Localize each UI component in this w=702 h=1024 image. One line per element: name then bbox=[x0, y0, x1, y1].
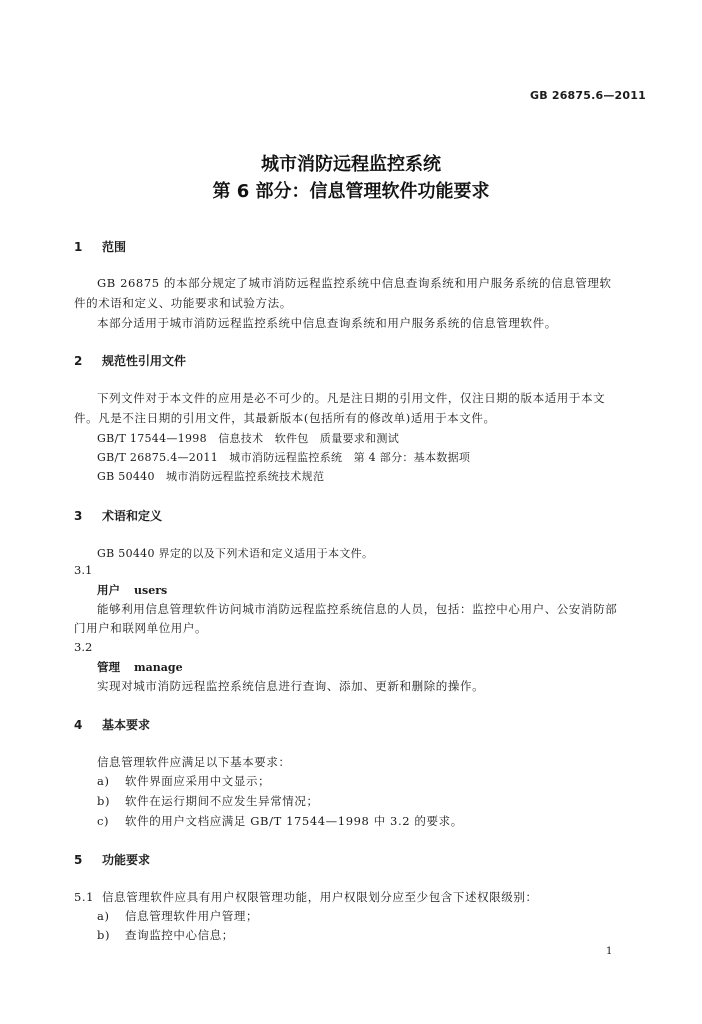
list-item bbox=[97, 813, 463, 829]
list-item bbox=[97, 773, 270, 789]
normative-reference: GB 50440 城市消防远程监控系统技术规范 bbox=[97, 470, 325, 483]
clause-5-1 bbox=[74, 889, 538, 905]
section-1-paragraph-2: 本部分适用于城市消防远程监控系统中信息查询系统和用户服务系统的信息管理软件。 bbox=[97, 316, 557, 330]
section-2-paragraph-line-2: 件。凡是不注日期的引用文件，其最新版本(包括所有的修改单)适用于本文件。 bbox=[74, 411, 496, 425]
list-marker: b) bbox=[97, 794, 111, 808]
list-text: 软件的用户文档应满足 GB/T 17544—1998 中 3.2 的要求。 bbox=[125, 814, 463, 828]
term-definition: 实现对城市消防远程监控系统信息进行查询、添加、更新和删除的操作。 bbox=[97, 679, 485, 693]
section-4-intro: 信息管理软件应满足以下基本要求： bbox=[97, 755, 291, 769]
term-en: users bbox=[134, 584, 168, 597]
section-3-heading bbox=[74, 507, 162, 524]
term-number: 3.1 bbox=[74, 563, 93, 577]
document-title-line1: 城市消防远程监控系统 bbox=[261, 154, 441, 175]
section-number: 4 bbox=[74, 718, 83, 732]
document-title-line2: 第 6 部分：信息管理软件功能要求 bbox=[212, 181, 490, 202]
list-text: 查询监控中心信息； bbox=[125, 928, 234, 942]
section-2-paragraph-line-1: 下列文件对于本文件的应用是必不可少的。凡是注日期的引用文件，仅注日期的版本适用于本文 bbox=[97, 391, 606, 405]
list-marker: b) bbox=[97, 928, 111, 942]
term-definition-line-1: 能够利用信息管理软件访问城市消防远程监控系统信息的人员，包括：监控中心用户、公安消防部 bbox=[97, 602, 618, 616]
list-item bbox=[97, 793, 319, 809]
normative-reference: GB/T 17544—1998 信息技术 软件包 质量要求和测试 bbox=[97, 432, 399, 445]
list-marker: c) bbox=[97, 814, 110, 828]
list-item bbox=[97, 927, 234, 943]
list-text: 软件界面应采用中文显示； bbox=[125, 774, 271, 788]
term-entry-users bbox=[97, 582, 167, 598]
standard-code: GB 26875.6—2011 bbox=[530, 89, 646, 102]
section-3-intro: GB 50440 界定的以及下列术语和定义适用于本文件。 bbox=[97, 547, 374, 560]
section-4-heading bbox=[74, 716, 150, 733]
section-title: 规范性引用文件 bbox=[102, 354, 187, 368]
term-number: 3.2 bbox=[74, 640, 93, 654]
page-number: 1 bbox=[606, 946, 613, 957]
section-number: 5 bbox=[74, 853, 83, 867]
list-item bbox=[97, 908, 258, 924]
section-title: 功能要求 bbox=[102, 853, 151, 867]
section-1-paragraph-1-line-2: 件的术语和定义、功能要求和试验方法。 bbox=[74, 296, 292, 310]
section-number: 2 bbox=[74, 354, 83, 368]
section-5-heading bbox=[74, 851, 150, 868]
section-title: 基本要求 bbox=[102, 718, 151, 732]
list-text: 软件在运行期间不应发生异常情况； bbox=[125, 794, 319, 808]
list-marker: a) bbox=[97, 774, 110, 788]
list-text: 信息管理软件用户管理； bbox=[125, 909, 259, 923]
clause-text: 信息管理软件应具有用户权限管理功能，用户权限划分应至少包含下述权限级别： bbox=[102, 890, 538, 904]
term-zh: 用户 bbox=[97, 583, 120, 597]
section-1-paragraph-1-line-1: GB 26875 的本部分规定了城市消防远程监控系统中信息查询系统和用户服务系统的信息管理软 bbox=[97, 276, 612, 290]
list-marker: a) bbox=[97, 909, 110, 923]
term-zh: 管理 bbox=[97, 660, 120, 674]
term-entry-manage bbox=[97, 659, 183, 675]
section-2-heading bbox=[74, 352, 186, 369]
normative-reference: GB/T 26875.4—2011 城市消防远程监控系统 第 4 部分：基本数据项 bbox=[97, 451, 471, 464]
section-title: 术语和定义 bbox=[102, 509, 163, 523]
term-definition-line-2: 门用户和联网单位用户。 bbox=[74, 621, 208, 635]
clause-number: 5.1 bbox=[74, 890, 95, 904]
section-1-heading bbox=[74, 238, 126, 255]
section-number: 3 bbox=[74, 509, 83, 523]
section-title: 范围 bbox=[102, 240, 127, 254]
section-number: 1 bbox=[74, 240, 83, 254]
term-en: manage bbox=[134, 661, 183, 674]
